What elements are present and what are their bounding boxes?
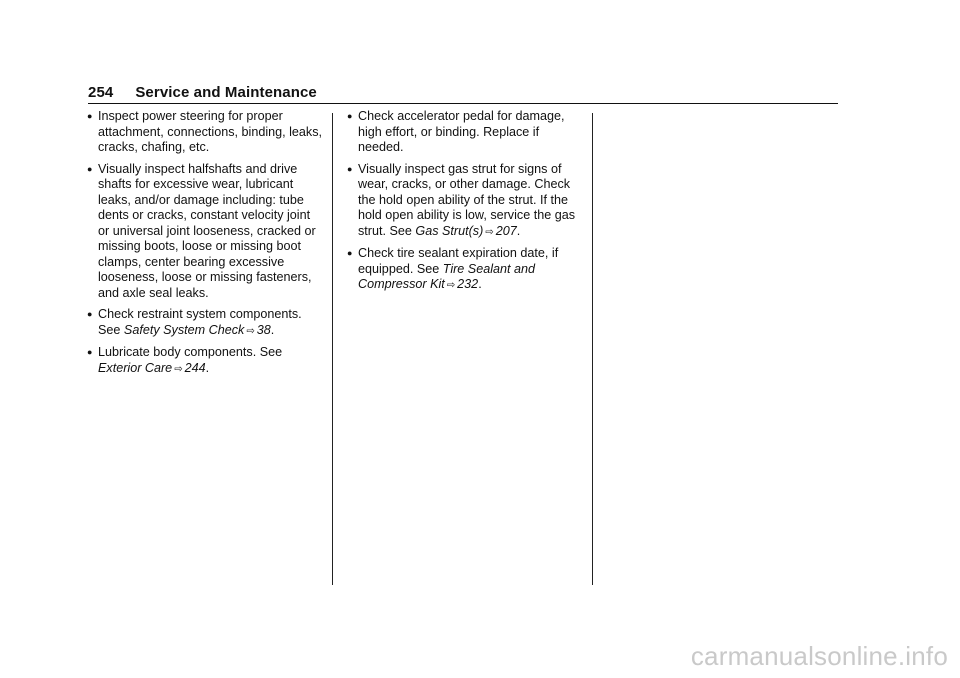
watermark-text: carmanualsonline.info <box>690 641 948 671</box>
list-item <box>348 109 584 156</box>
ref-page-number[interactable]: 207 <box>495 223 517 238</box>
cross-reference-link[interactable]: Tire Sealant and Compressor Kit <box>358 261 536 291</box>
page-number: 254 <box>88 84 114 101</box>
cross-reference-link[interactable]: Exterior Care <box>98 360 173 375</box>
item-text: Inspect power steering for proper attachment, connections, binding, leaks, cracks, chafing, etc. <box>98 109 323 154</box>
list-item <box>88 345 324 377</box>
page-ref-arrow-icon: ⇨ <box>485 226 494 238</box>
item-text: Visually inspect gas strut for signs of wear, cracks, or other damage. Check the hold open ability of the strut. If the hold open ability is low, service the gas strut. See <box>358 161 576 238</box>
list-item <box>88 109 324 156</box>
item-suffix: . <box>516 223 521 238</box>
bullet-icon: ● <box>87 163 93 174</box>
item-text: Check restraint system components. See <box>98 307 302 337</box>
item-text: Check accelerator pedal for damage, high effort, or binding. Replace if needed. <box>358 109 565 154</box>
section-title: Service and Maintenance <box>135 84 317 101</box>
bullet-icon: ● <box>87 309 93 319</box>
list-item <box>348 162 584 241</box>
page-ref-arrow-icon: ⇨ <box>174 363 183 375</box>
page-ref-arrow-icon: ⇨ <box>446 280 456 291</box>
column-divider-2 <box>592 113 593 585</box>
bullet-icon: ● <box>347 163 353 174</box>
item-suffix: . <box>270 322 275 337</box>
list-item <box>88 162 324 302</box>
cross-reference-link[interactable]: Gas Strut(s) <box>415 223 484 238</box>
ref-page-number[interactable]: 244 <box>184 360 206 375</box>
bullet-icon: ● <box>87 347 93 357</box>
item-suffix: . <box>478 277 482 291</box>
list-item <box>88 307 324 339</box>
right-column <box>348 109 584 300</box>
item-text: Visually inspect halfshafts and drive shafts for excessive wear, lubricant leaks, and/or damage including: tube dents or cracks, constant velocity joint or universal joint looseness, cracked or missing boots, loose or missing boot clamps, center bearing excessive looseness, loose or missing fasteners, and axle seal leaks. <box>98 161 316 300</box>
left-column <box>88 109 324 383</box>
ref-page-number[interactable]: 232 <box>457 277 479 291</box>
page-ref-arrow-icon: ⇨ <box>246 325 255 337</box>
header-rule <box>88 103 838 104</box>
item-suffix: . <box>205 360 210 375</box>
item-text: Check tire sealant expiration date, if equipped. See <box>358 246 559 276</box>
bullet-icon: ● <box>87 111 93 121</box>
cross-reference-link[interactable]: Safety System Check <box>123 322 245 337</box>
bullet-icon: ● <box>347 248 353 258</box>
bullet-icon: ● <box>347 111 353 121</box>
item-text: Lubricate body components. See <box>98 345 283 359</box>
ref-page-number[interactable]: 38 <box>256 322 271 337</box>
list-item <box>348 246 584 294</box>
page-header <box>88 84 838 104</box>
column-divider-1 <box>332 113 333 585</box>
